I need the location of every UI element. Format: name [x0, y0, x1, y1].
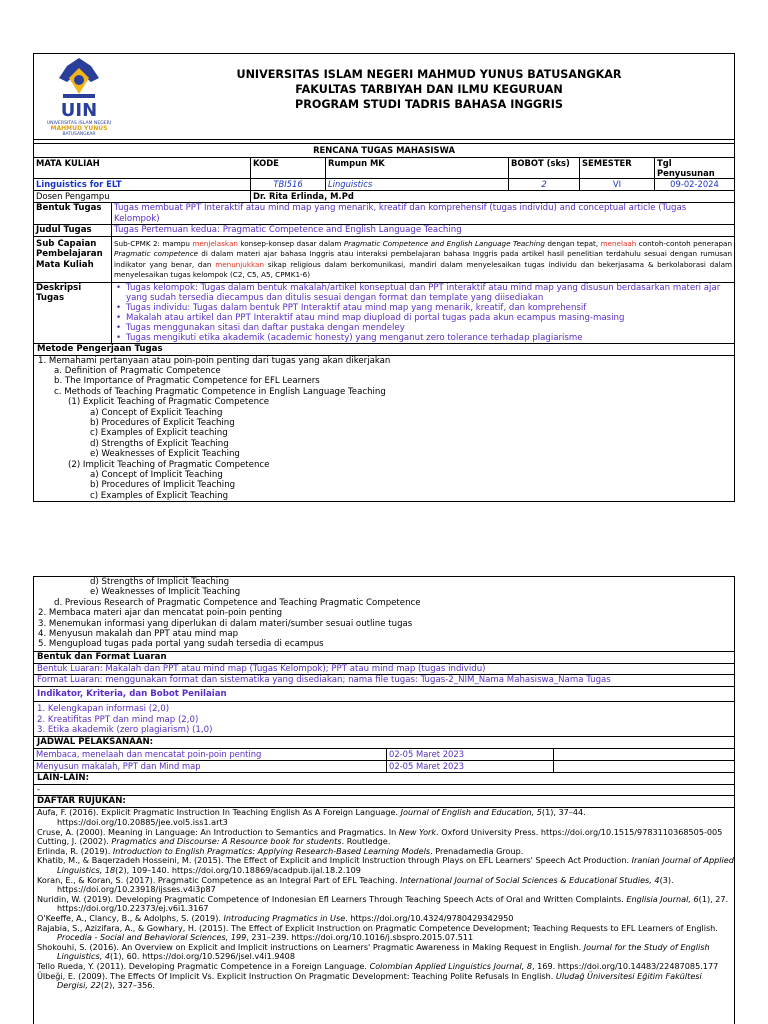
luaran-label: Bentuk dan Format Luaran	[34, 652, 734, 664]
reference-list	[34, 808, 734, 990]
reference-item: Aufa, F. (2016). Explicit Pragmatic Instruction In Teaching English As A Foreign Language. Journal of English and Education, 5(1), 37–44. https://doi.org/10.20885/jee.vol5.iss1.art3	[37, 807, 586, 827]
reference-item: Koran, E., & Koran, S. (2017). Pragmatic Competence as an Integral Part of EFL Teaching. International Journal of Social Sciences & Educational Studies, 4(3). https://doi.org/10.23918/ijsses.v4i3p87	[37, 874, 674, 895]
document-page-1	[33, 53, 735, 502]
metode-item: a. Definition of Pragmatic Competence	[54, 365, 221, 376]
sub-cpmk-row	[34, 237, 734, 283]
reference-item: Erlinda, R. (2019). Introduction to English Pragmatics: Applying Research-Based Learning Models. Prenadamedia Group.	[37, 845, 524, 856]
metode-item: 4. Menyusun makalah dan PPT atau mind map	[38, 629, 239, 640]
deskripsi-item: • Tugas menggunakan sitasi dan daftar pustaka dengan mendeley	[124, 323, 732, 333]
judul-tugas-label: Judul Tugas	[34, 225, 112, 236]
jadwal-task: Menyusun makalah, PPT dan Mind map	[34, 760, 387, 772]
document-page-2	[33, 576, 735, 1024]
reference-item: Tello Rueda, Y. (2011). Developing Pragmatic Competence in a Foreign Language. Colombian Applied Linguistics Journal, 8, 169. https://doi.org/10.14483/22487085.177	[37, 960, 719, 971]
metode-item: b) Procedures of Implicit Teaching	[90, 480, 236, 491]
tgl-value: 09-02-2024	[655, 179, 735, 191]
mata-kuliah-value: Linguistics for ELT	[34, 179, 251, 191]
indikator-list	[34, 702, 734, 737]
jadwal-empty	[554, 760, 735, 772]
deskripsi-list	[112, 283, 734, 343]
reference-item: Khatib, M., & Baqerzadeh Hosseini, M. (2015). The Effect of Explicit and Implicit Instruction through Plays on EFL Learners' Speech Act Production. Iranian Journal of Applied Linguistics, 18(2), 109–140. https://doi.org/10.18869/acadpub.ijal.18.2.109	[37, 855, 734, 875]
dosen-label: Dosen Pengampu	[34, 191, 251, 203]
metode-list-page2	[34, 577, 734, 652]
sub-cpmk-label: Sub Capaian Pembelajaran Mata Kuliah	[34, 237, 112, 282]
deskripsi-item: • Tugas mengikuti etika akademik (academic honesty) yang menganut zero tolerance terhadap plagiarisme	[124, 333, 732, 343]
logo-text-3: BATUSANGKAR	[62, 132, 96, 136]
logo-text-1: UNIVERSITAS ISLAM NEGERI	[46, 121, 112, 126]
indikator-label: Indikator, Kriteria, dan Bobot Penilaian	[34, 687, 734, 702]
col-rumpun: Rumpun MK	[326, 158, 509, 179]
reference-item: O'Keeffe, A., Clancy, B., & Adolphs, S. (2019). Introducing Pragmatics in Use. https://doi.org/10.4324/9780429342950	[37, 912, 514, 923]
col-bobot: BOBOT (sks)	[509, 158, 580, 179]
metode-item: 1. Memahami pertanyaan atau poin-poin penting dari tugas yang akan dikerjakan	[38, 355, 391, 366]
judul-tugas-row	[34, 225, 734, 237]
metode-list-page1	[34, 356, 734, 502]
deskripsi-row	[34, 283, 734, 344]
deskripsi-item: • Makalah atau artikel dan PPT Interaktif atau mind map diupload di portal tugas pada akun ecampus masing-masing	[124, 313, 732, 323]
rujukan-label: DAFTAR RUJUKAN:	[34, 796, 734, 808]
indikator-item: 2. Kreatifitas PPT dan mind map (2,0)	[37, 714, 199, 725]
bentuk-tugas-value: Tugas membuat PPT Interaktif atau mind map yang menarik, kreatif dan komprehensif (tugas individu) and conceptual article (Tugas Kelompok)	[114, 203, 687, 224]
metode-item: c) Examples of Explicit Teaching	[90, 490, 229, 501]
col-mata-kuliah: MATA KULIAH	[34, 158, 251, 179]
reference-item: Cutting, J. (2002). Pragmatics and Discourse: A Resource book for students. Routledge.	[37, 836, 391, 847]
lain-label: LAIN-LAIN:	[34, 773, 734, 785]
indikator-item: 3. Etika akademik (zero plagiarism) (1,0)	[37, 725, 213, 736]
rumpun-value: Linguistics	[326, 179, 509, 191]
semester-value: VI	[580, 179, 655, 191]
metode-item: e) Weaknesses of Explicit Teaching	[90, 449, 240, 460]
luaran-format: Format Luaran: menggunakan format dan sistematika yang disediakan; nama file tugas: Tugas-2_NIM_Nama Mahasiswa_Nama Tugas	[34, 675, 734, 687]
logo-mark: UIN	[60, 100, 98, 121]
deskripsi-item: • Tugas individu: Tugas dalam bentuk PPT Interaktif atau mind map yang menarik, kreatif, dan komprehensif	[124, 303, 732, 313]
doc-title: RENCANA TUGAS MAHASISWA	[34, 144, 734, 158]
university-name: UNIVERSITAS ISLAM NEGERI MAHMUD YUNUS BATUSANGKAR	[236, 68, 622, 81]
metode-label: Metode Pengerjaan Tugas	[34, 344, 734, 356]
program-name: PROGRAM STUDI TADRIS BAHASA INGGRIS	[295, 98, 563, 111]
reference-item: Shokouhi, S. (2016). An Overview on Explicit and Implicit instructions on Learners' Pragmatic Awareness in Making Request in English. Journal for the Study of English Linguistics, 4(1), 60. https://doi.org/10.5296/jsel.v4i1.9408	[37, 941, 710, 962]
metode-item: c. Methods of Teaching Pragmatic Competence in English Language Teaching	[54, 386, 386, 397]
jadwal-date: 02-05 Maret 2023	[387, 749, 554, 761]
reference-item: Ülbeği, E. (2009). The Effects Of Implicit Vs. Explicit Instruction On Pragmatic Development: Teaching Polite Refusals In English. Uludağ Üniversitesi Eğitim Fakültesi Dergisi, 22(2), 327–356.	[37, 970, 702, 991]
header	[34, 54, 734, 140]
lain-value: -	[34, 785, 734, 797]
logo-text-2: MAHMUD YUNUS	[50, 125, 108, 132]
reference-item: Rajabia, S., Azizifara, A., & Gowhary, H. (2015). The Effect of Explicit Instruction on Pragmatic Competence Development; Teaching Requests to EFL Learners of English. Procedia - Social and Behavioral Sciences, 199, 231–239. https://doi.org/10.1016/j.sbspro.2015.07.511	[37, 922, 718, 943]
metode-item: a) Concept of Explicit Teaching	[90, 407, 223, 418]
col-semester: SEMESTER	[580, 158, 655, 179]
jadwal-task: Membaca, menelaah dan mencatat poin-poin penting	[34, 749, 387, 761]
judul-tugas-value: Tugas Pertemuan kedua: Pragmatic Competence and English Language Teaching	[114, 225, 462, 235]
metode-item: a) Concept of Implicit Teaching	[90, 469, 223, 480]
sub-cpmk-text: Sub-CPMK 2: mampu menjelaskan konsep-konsep dasar dalam Pragmatic Competence and English Language Teaching dengan tepat, menelaah contoh-contoh penerapan Pragmatic competence di dalam materi ajar bahasa Inggris atau interaksi pembelajaran bahasa Inggris pada artikel hasil penelitian terdahulu sesuai dengan rumusan indikator yang benar, dan menunjukkan sikap religious dalam berkomunikasi, mandiri dalam menyelesaikan tugas individu dan bekerjasama & berkolaborasi dalam menyelesaikan tugas kelompok (C2, C5, A5, CPMK1-6)	[114, 238, 733, 279]
metode-item: d) Strengths of Explicit Teaching	[90, 438, 229, 449]
indikator-item: 1. Kelengkapan informasi (2,0)	[37, 704, 170, 715]
bentuk-tugas-label: Bentuk Tugas	[34, 203, 112, 224]
metode-item: d. Previous Research of Pragmatic Competence and Teaching Pragmatic Competence	[54, 597, 421, 608]
col-kode: KODE	[251, 158, 326, 179]
deskripsi-item: • Tugas kelompok: Tugas dalam bentuk makalah/artikel konseptual dan PPT interaktif atau mind map yang disusun berdasarkan materi ajar yang sudah tersedia diecampus dan ditulis sesuai dengan format dan template yang diisediakan	[124, 283, 732, 303]
metode-item: 5. Mengupload tugas pada portal yang sudah tersedia di ecampus	[38, 639, 324, 650]
dosen-name: Dr. Rita Erlinda, M.Pd	[251, 191, 735, 203]
faculty-name: FAKULTAS TARBIYAH DAN ILMU KEGURUAN	[295, 83, 563, 96]
deskripsi-label: Deskripsi Tugas	[34, 283, 112, 343]
jadwal-empty	[554, 749, 735, 761]
luaran-bentuk: Bentuk Luaran: Makalah dan PPT atau mind map (Tugas Kelompok); PPT atau mind map (tugas individu)	[34, 664, 734, 676]
jadwal-date: 02-05 Maret 2023	[387, 760, 554, 772]
metode-item: b) Procedures of Explicit Teaching	[90, 417, 235, 428]
jadwal-row	[34, 749, 734, 761]
bobot-value: 2	[509, 179, 580, 191]
metode-item: (1) Explicit Teaching of Pragmatic Competence	[68, 397, 270, 408]
reference-item: Cruse, A. (2000). Meaning in Language: An Introduction to Semantics and Pragmatics. In New York. Oxford University Press. https://doi.org/10.1515/9783110368505-005	[37, 826, 723, 837]
col-tgl: Tgl Penyusunan	[655, 158, 735, 179]
jadwal-table	[34, 749, 734, 773]
bentuk-tugas-row	[34, 203, 734, 225]
reference-item: Nuridin, W. (2019). Developing Pragmatic Competence of Indonesian Efl Learners Through Teaching Speech Acts of Oral and Written Complaints. Englisia Journal, 6(1), 27. https://doi.org/10.22373/ej.v6i1.3167	[37, 893, 729, 914]
metode-item: 2. Membaca materi ajar dan mencatat poin-poin penting	[38, 608, 283, 619]
header-titles	[124, 67, 734, 112]
metode-item: 3. Menemukan informasi yang diperlukan di dalam materi/sumber sesuai outline tugas	[38, 618, 413, 629]
metode-item: b. The Importance of Pragmatic Competence for EFL Learners	[54, 376, 320, 387]
metode-item: e) Weaknesses of Implicit Teaching	[90, 587, 241, 598]
metode-item: c) Examples of Explicit teaching	[90, 428, 228, 439]
metode-item: d) Strengths of Implicit Teaching	[90, 577, 230, 587]
course-info-table	[34, 158, 734, 203]
jadwal-label: JADWAL PELAKSANAAN:	[34, 737, 734, 749]
kode-value: TBI516	[251, 179, 326, 191]
university-logo	[37, 54, 121, 136]
jadwal-row	[34, 760, 734, 772]
metode-item: (2) Implicit Teaching of Pragmatic Competence	[68, 459, 270, 470]
